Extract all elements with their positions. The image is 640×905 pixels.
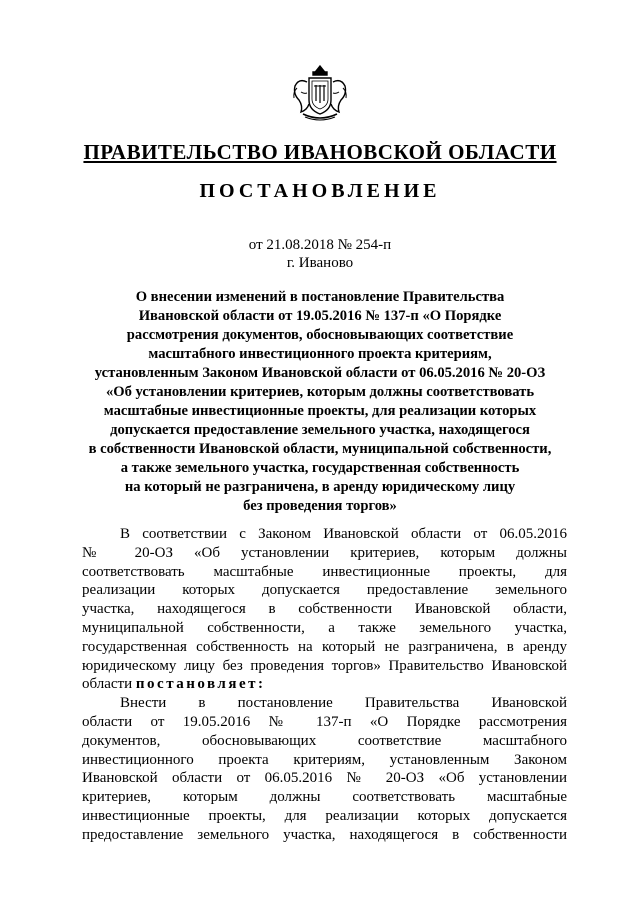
body-line: государственная собственность на который не разграничена, в аренду [82, 638, 567, 655]
coat-of-arms-icon [289, 62, 351, 124]
body-line: предоставление земельного участка, находящегося в собственности [82, 826, 567, 843]
body-line: № 20-ОЗ «Об установлении критериев, которым должны [82, 544, 567, 561]
body-line: инвестиционные проекты, для реализации которых допускается [82, 807, 567, 824]
title-line: рассмотрения документов, обосновывающих соответствие [126, 327, 514, 343]
title-line: а также земельного участка, государственная собственность [120, 460, 520, 476]
body-line: области от 19.05.2016 № 137-п «О Порядке рассмотрения [82, 713, 567, 730]
resolution-title [80, 288, 560, 516]
organization-title: ПРАВИТЕЛЬСТВО ИВАНОВСКОЙ ОБЛАСТИ [83, 140, 557, 164]
title-line: установленным Законом Ивановской области от 06.05.2016 № 20-ОЗ [94, 365, 546, 381]
resolves-word: постановляет [135, 676, 258, 693]
document-body [82, 525, 567, 845]
resolves-colon: : [258, 676, 266, 693]
body-line: участка, находящегося в собственности Ивановской области, [82, 601, 567, 618]
body-line: критериев, которым должны соответствовать масштабные [82, 789, 567, 806]
city: г. Иваново [286, 255, 354, 271]
body-line: инвестиционного проекта критериям, установленным Законом [82, 751, 567, 768]
body-line: документов, обосновывающих соответствие масштабного [82, 732, 567, 749]
body-line: муниципальной собственности, а также земельного участка, [82, 619, 567, 636]
body-line-resolves [82, 675, 567, 694]
body-text: области [82, 676, 136, 693]
body-line: В соответствии с Законом Ивановской области от 06.05.2016 [120, 526, 567, 542]
date-number: от 21.08.2018 № 254-п [248, 237, 392, 253]
title-line: допускается предоставление земельного участка, находящегося [110, 422, 530, 438]
title-line: О внесении изменений в постановление Правительства [135, 289, 505, 305]
title-line: масштабные инвестиционные проекты, для реализации которых [103, 403, 537, 419]
title-line: без проведения торгов» [243, 498, 397, 514]
title-line: в собственности Ивановской области, муниципальной собственности, [88, 441, 552, 457]
body-line: реализации которых допускается предоставление земельного [82, 582, 567, 599]
body-line: Ивановской области от 06.05.2016 № 20-ОЗ «Об установлении [82, 770, 567, 787]
body-line: юридическому лицу без проведения торгов» Правительство Ивановской [82, 657, 567, 674]
title-line: масштабного инвестиционного проекта критериям, [148, 346, 492, 362]
document-type: ПОСТАНОВЛЕНИЕ [199, 180, 441, 202]
body-line: Внести в постановление Правительства Ивановской [120, 695, 567, 712]
title-line: на который не разграничена, в аренду юридическому лицу [124, 479, 516, 495]
title-line: Ивановской области от 19.05.2016 № 137-п «О Порядке [138, 308, 502, 324]
body-line: соответствовать масштабные инвестиционные проекты, для [82, 563, 567, 580]
title-line: «Об установлении критериев, которым должны соответствовать [105, 384, 535, 400]
